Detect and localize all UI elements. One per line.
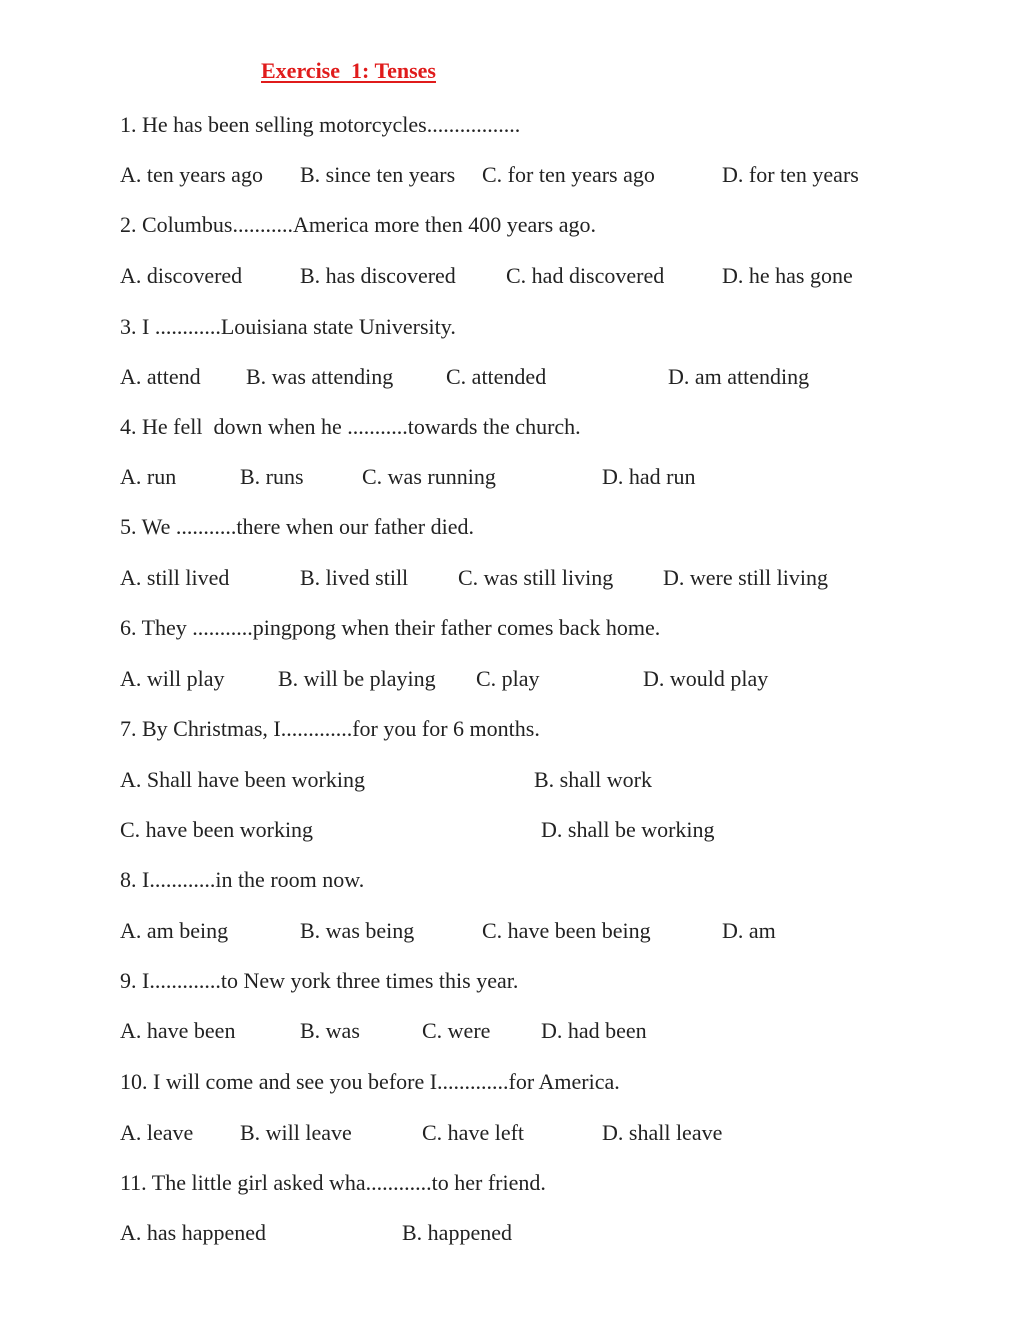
question-8-option-b: B. was being: [300, 918, 415, 943]
question-8-option-c: C. have been being: [482, 918, 651, 943]
question-9-stem: 9. I.............to New york three times this year.: [120, 968, 519, 993]
question-2-option-a: A. discovered: [120, 263, 243, 288]
question-6-stem: 6. They ...........pingpong when their father comes back home.: [120, 615, 661, 640]
question-3-option-b: B. was attending: [246, 364, 394, 389]
question-7-option-d: D. shall be working: [541, 817, 715, 842]
question-3-option-a: A. attend: [120, 364, 201, 389]
question-5-option-d: D. were still living: [663, 565, 828, 590]
question-10-option-d: D. shall leave: [602, 1120, 723, 1145]
question-10-stem: 10. I will come and see you before I.............for America.: [120, 1069, 620, 1094]
question-7-option-c: C. have been working: [120, 817, 314, 842]
question-7-option-b: B. shall work: [534, 767, 652, 792]
question-10-option-b: B. will leave: [240, 1120, 352, 1145]
question-6-option-a: A. will play: [120, 666, 225, 691]
question-7-stem: 7. By Christmas, I.............for you for 6 months.: [120, 716, 540, 741]
question-6-option-b: B. will be playing: [278, 666, 436, 691]
question-9-option-b: B. was: [300, 1018, 360, 1043]
question-6-option-c: C. play: [476, 666, 540, 691]
question-6-option-d: D. would play: [643, 666, 769, 691]
question-2-option-c: C. had discovered: [506, 263, 665, 288]
question-11-stem: 11. The little girl asked wha............to her friend.: [120, 1170, 546, 1195]
question-5-option-a: A. still lived: [120, 565, 230, 590]
question-4-option-d: D. had run: [602, 464, 696, 489]
question-9-option-c: C. were: [422, 1018, 491, 1043]
question-3-stem: 3. I ............Louisiana state University.: [120, 314, 456, 339]
question-5-option-b: B. lived still: [300, 565, 409, 590]
question-2-option-b: B. has discovered: [300, 263, 456, 288]
question-8-option-d: D. am: [722, 918, 776, 943]
question-11-option-b: B. happened: [402, 1220, 512, 1245]
question-4-stem: 4. He fell down when he ...........towards the church.: [120, 414, 581, 439]
question-3-option-d: D. am attending: [668, 364, 810, 389]
question-3-option-c: C. attended: [446, 364, 547, 389]
question-7-option-a: A. Shall have been working: [120, 767, 365, 792]
question-1-option-d: D. for ten years: [722, 162, 859, 187]
question-4-option-a: A. run: [120, 464, 177, 489]
question-5-stem: 5. We ...........there when our father died.: [120, 514, 474, 539]
question-4-option-c: C. was running: [362, 464, 496, 489]
question-4-option-b: B. runs: [240, 464, 304, 489]
question-1-option-c: C. for ten years ago: [482, 162, 655, 187]
question-5-option-c: C. was still living: [458, 565, 614, 590]
question-8-stem: 8. I............in the room now.: [120, 867, 365, 892]
question-1-stem: 1. He has been selling motorcycles.................: [120, 112, 521, 137]
question-2-stem: 2. Columbus...........America more then 400 years ago.: [120, 212, 596, 237]
question-8-option-a: A. am being: [120, 918, 229, 943]
question-11-option-a: A. has happened: [120, 1220, 267, 1245]
question-9-option-d: D. had been: [541, 1018, 647, 1043]
question-2-option-d: D. he has gone: [722, 263, 853, 288]
question-1-option-b: B. since ten years: [300, 162, 456, 187]
question-10-option-c: C. have left: [422, 1120, 525, 1145]
question-10-option-a: A. leave: [120, 1120, 194, 1145]
page-title: Exercise 1: Tenses: [261, 58, 436, 83]
question-9-option-a: A. have been: [120, 1018, 236, 1043]
question-1-option-a: A. ten years ago: [120, 162, 263, 187]
